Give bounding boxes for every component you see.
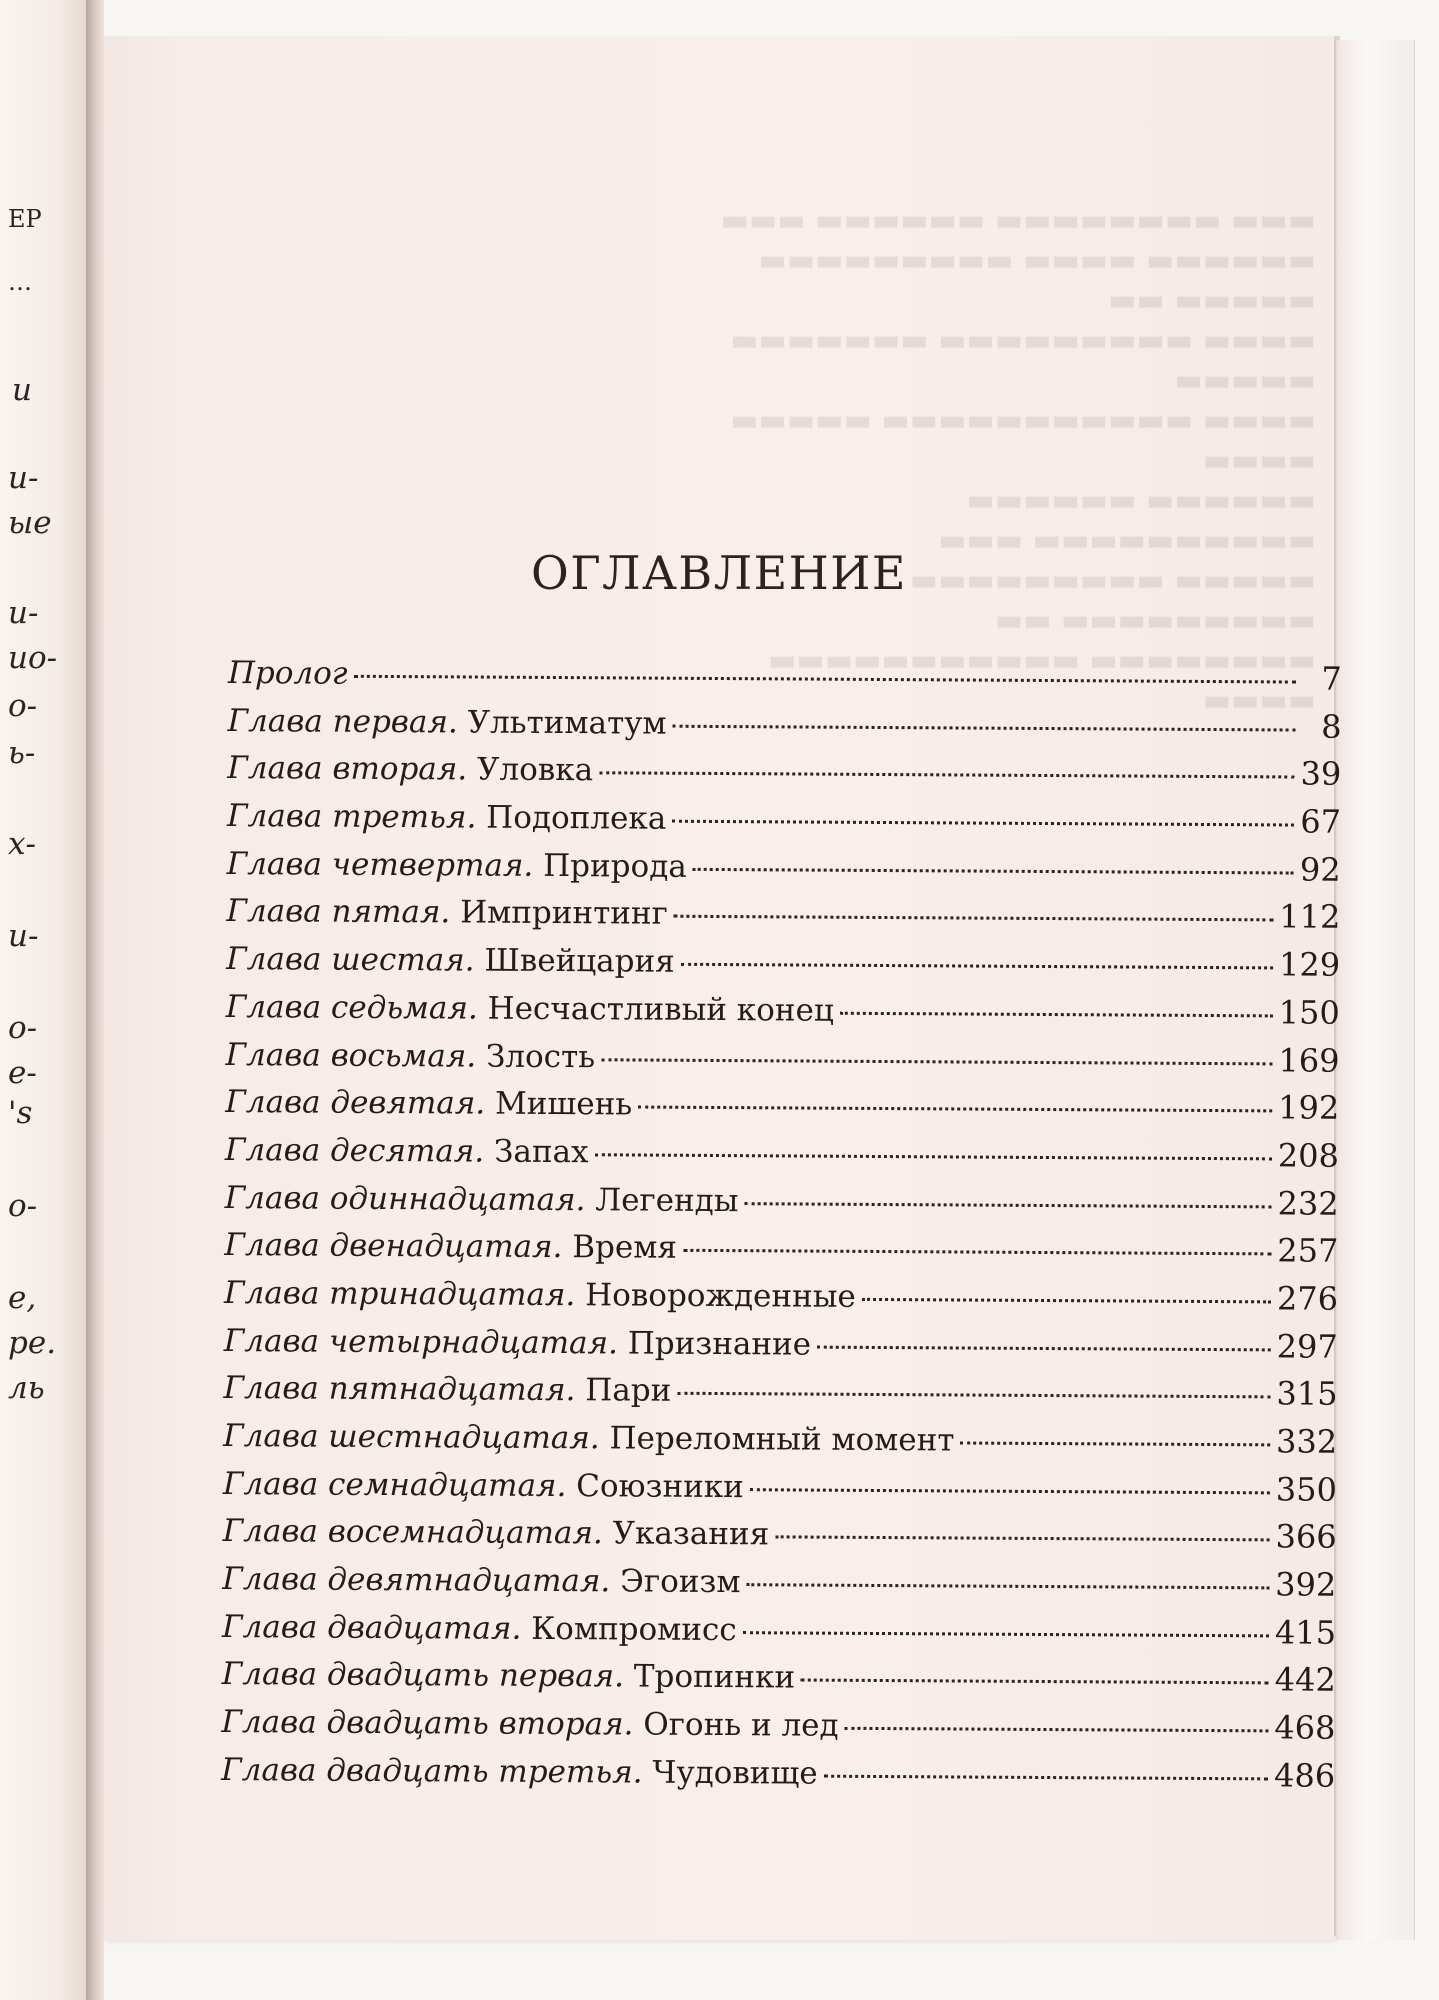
- toc-entry-title: Природа: [543, 847, 687, 885]
- toc-entry-page: 39: [1300, 754, 1342, 794]
- toc-entry: [226, 987, 1340, 1041]
- left-page-fragment: и-: [8, 918, 39, 954]
- toc-entry-title: Импринтинг: [460, 894, 668, 933]
- toc-entry-page: 276: [1276, 1279, 1339, 1318]
- toc-entry-label: Глава седьмая.: [225, 988, 478, 1027]
- toc-entry-title: Компромисс: [531, 1610, 737, 1648]
- leader-dots: [845, 1727, 1269, 1733]
- toc-entry-title: Эгоизм: [620, 1563, 741, 1601]
- toc-entry-label: Пролог: [227, 654, 348, 692]
- toc-entry-label: Глава восьмая.: [225, 1036, 477, 1075]
- toc-entry-title: Огонь и лед: [643, 1706, 839, 1744]
- left-page-fragment: ль: [8, 1370, 45, 1406]
- toc-entry-page: 192: [1278, 1088, 1340, 1127]
- leader-dots: [801, 1679, 1269, 1685]
- left-page-fragment: и-: [8, 460, 39, 496]
- left-page-fragment: е-: [8, 1055, 37, 1091]
- toc-entry-page: 415: [1274, 1613, 1337, 1652]
- toc-entry-label: Глава четвертая.: [226, 845, 534, 884]
- leader-dots: [743, 1631, 1269, 1637]
- toc-entry-label: Глава семнадцатая.: [222, 1465, 567, 1504]
- toc-entry-title: Мишень: [494, 1085, 633, 1123]
- toc-entry: [222, 1511, 1336, 1565]
- toc-entry: [225, 1082, 1339, 1136]
- toc-entry-title: Время: [572, 1229, 678, 1267]
- leader-dots: [683, 1249, 1271, 1256]
- toc-entry-page: 8: [1321, 707, 1342, 746]
- toc-entry-title: Союзники: [576, 1467, 744, 1505]
- leader-dots: [677, 1392, 1270, 1399]
- left-page-fragment: и: [12, 372, 32, 408]
- toc-entry-label: Глава вторая.: [227, 750, 468, 788]
- left-page-fragment: …: [8, 268, 32, 296]
- toc-entry-label: Глава шестая.: [226, 941, 475, 979]
- leader-dots: [681, 963, 1273, 970]
- leader-dots: [693, 868, 1294, 875]
- toc-entry: [226, 939, 1340, 993]
- toc-entry: [227, 748, 1341, 802]
- toc-entry-page: 392: [1275, 1565, 1337, 1604]
- toc-entry: [227, 796, 1341, 850]
- toc-entry-title: Злость: [485, 1038, 596, 1075]
- leader-dots: [599, 772, 1294, 779]
- toc-entry: [223, 1464, 1337, 1518]
- toc-entry-title: Пари: [585, 1372, 672, 1410]
- left-page-fragment: о-: [8, 688, 38, 724]
- toc-entry: [224, 1225, 1338, 1279]
- left-page-fragment: о-: [8, 1010, 38, 1046]
- toc-entry-title: Запах: [493, 1133, 589, 1171]
- left-page-fragment: ые: [8, 505, 52, 541]
- leader-dots: [840, 1012, 1273, 1018]
- toc-entry-label: Глава пятнадцатая.: [223, 1370, 576, 1409]
- leader-dots: [775, 1536, 1269, 1542]
- toc-entry-title: Чудовище: [652, 1754, 818, 1792]
- toc-entry: [221, 1702, 1335, 1756]
- toc-entry: [228, 653, 1342, 707]
- toc-entry-label: Глава двадцатая.: [221, 1608, 522, 1647]
- toc-entry-title: Уловка: [476, 751, 594, 789]
- toc-entry-page: 129: [1278, 945, 1341, 984]
- toc-entry-page: 350: [1275, 1470, 1338, 1509]
- toc-entry-label: Глава первая.: [227, 702, 458, 741]
- toc-entry: [224, 1321, 1338, 1375]
- toc-entry-label: Глава шестнадцатая.: [223, 1417, 600, 1457]
- toc-entry-label: Глава третья.: [226, 798, 477, 836]
- book-gutter: [86, 0, 104, 2000]
- left-page-fragment: х-: [8, 826, 36, 862]
- leader-dots: [750, 1488, 1270, 1494]
- left-page-fragment: ио-: [8, 640, 58, 676]
- toc-entry-page: 208: [1277, 1136, 1340, 1175]
- left-page-fragment: 's: [8, 1095, 33, 1131]
- toc-entry: [222, 1559, 1336, 1613]
- leader-dots: [638, 1106, 1272, 1113]
- toc-entry: [225, 1130, 1339, 1184]
- toc-entry: [222, 1607, 1336, 1661]
- toc-entry-label: Глава двенадцатая.: [224, 1227, 563, 1266]
- toc-entry-page: 442: [1274, 1660, 1336, 1700]
- leader-dots: [594, 1153, 1271, 1160]
- toc-entry-page: 468: [1274, 1708, 1336, 1747]
- table-of-contents: [221, 653, 1342, 1804]
- toc-entry-label: Глава пятая.: [226, 893, 451, 931]
- toc-entry-page: 92: [1299, 850, 1341, 889]
- toc-entry-page: 67: [1300, 802, 1342, 841]
- toc-entry: [226, 891, 1340, 945]
- toc-entry-page: 169: [1278, 1040, 1340, 1080]
- toc-entry-page: 150: [1278, 993, 1340, 1032]
- left-page-fragment: ре.: [8, 1325, 57, 1361]
- toc-entry-label: Глава одиннадцатая.: [224, 1179, 586, 1218]
- toc-entry-page: 257: [1277, 1231, 1339, 1271]
- toc-entry-label: Глава четырнадцатая.: [223, 1322, 619, 1362]
- toc-entry: [225, 1034, 1339, 1088]
- toc-entry-title: Тропинки: [633, 1658, 796, 1696]
- leader-dots: [744, 1202, 1271, 1208]
- toc-entry-title: Несчастливый конец: [487, 990, 834, 1029]
- leader-dots: [601, 1058, 1272, 1065]
- toc-entry-page: 112: [1279, 897, 1341, 937]
- show-through-text: ▬▬▬ ▬▬▬▬▬▬▬▬ ▬▬▬▬▬▬ ▬▬▬ ▬▬▬▬▬▬ ▬▬▬▬ ▬▬▬▬▬▬▬▬▬ ▬▬▬▬▬ ▬▬ ▬▬▬▬ ▬▬▬▬▬▬▬▬▬ ▬▬▬▬▬▬▬ ▬▬▬▬▬ ▬▬▬▬ ▬▬▬▬▬▬▬▬▬▬▬ ▬▬▬▬▬ ▬▬▬▬ ▬▬▬▬▬▬ ▬▬▬▬▬▬ ▬▬▬▬▬▬▬▬▬▬ ▬▬▬ ▬▬▬▬▬ ▬▬▬▬▬▬▬▬▬ ▬▬▬▬▬▬▬▬▬ ▬▬ ▬▬▬▬▬▬▬▬ ▬▬▬▬▬▬▬▬▬▬▬ ▬▬▬▬: [720, 203, 1316, 718]
- toc-entry-title: Швейцария: [484, 942, 675, 980]
- toc-entry-page: 315: [1276, 1374, 1338, 1414]
- toc-entry-page: 486: [1273, 1756, 1336, 1795]
- leader-dots: [353, 675, 1295, 684]
- left-page-fragment: е,: [8, 1280, 37, 1316]
- toc-entry-page: 232: [1277, 1183, 1339, 1223]
- page-title: ОГЛАВЛЕНИЕ: [531, 546, 907, 600]
- toc-entry-label: Глава девятнадцатая.: [222, 1561, 611, 1600]
- toc-entry-label: Глава десятая.: [224, 1131, 485, 1170]
- toc-entry-page: 332: [1276, 1422, 1338, 1461]
- leader-dots: [746, 1583, 1269, 1589]
- left-page-fragment: и-: [8, 595, 39, 631]
- leader-dots: [672, 820, 1294, 827]
- toc-entry-title: Признание: [627, 1325, 812, 1363]
- toc-entry-title: Переломный момент: [609, 1420, 955, 1459]
- leader-dots: [672, 724, 1295, 731]
- leader-dots: [960, 1441, 1270, 1446]
- toc-entry-title: Легенды: [595, 1181, 739, 1219]
- leader-dots: [674, 915, 1273, 922]
- leader-dots: [824, 1774, 1268, 1780]
- toc-entry-label: Глава тринадцатая.: [223, 1274, 576, 1314]
- toc-entry-title: Указания: [612, 1515, 770, 1553]
- toc-entry-title: Новорожденные: [585, 1277, 856, 1315]
- page-edge-stack: [1336, 40, 1415, 1940]
- left-page-fragment: ЕР: [8, 205, 42, 233]
- toc-entry: [223, 1368, 1337, 1422]
- left-page-fragment: ь-: [8, 735, 36, 771]
- left-page-fragment: о-: [8, 1188, 38, 1224]
- toc-entry-label: Глава восемнадцатая.: [222, 1513, 603, 1552]
- leader-dots: [862, 1298, 1271, 1303]
- toc-entry-title: Подоплека: [486, 799, 667, 837]
- left-page-edge: [0, 0, 86, 2000]
- toc-entry-label: Глава двадцать первая.: [221, 1656, 625, 1695]
- toc-entry: [227, 701, 1341, 755]
- right-page: [104, 36, 1342, 1940]
- toc-entry-label: Глава двадцать третья.: [221, 1751, 643, 1791]
- toc-entry-page: 366: [1275, 1517, 1337, 1557]
- toc-entry-label: Глава девятая.: [225, 1084, 486, 1122]
- toc-entry: [223, 1416, 1337, 1470]
- toc-entry-page: 297: [1276, 1327, 1338, 1366]
- toc-entry-label: Глава двадцать вторая.: [221, 1704, 634, 1743]
- toc-entry: [221, 1750, 1335, 1804]
- leader-dots: [817, 1345, 1271, 1351]
- toc-entry-page: 7: [1321, 659, 1342, 698]
- toc-entry-title: Ультиматум: [467, 704, 667, 742]
- toc-entry: [227, 844, 1341, 898]
- toc-entry: [224, 1273, 1338, 1327]
- toc-entry: [225, 1178, 1339, 1232]
- toc-entry: [222, 1654, 1336, 1708]
